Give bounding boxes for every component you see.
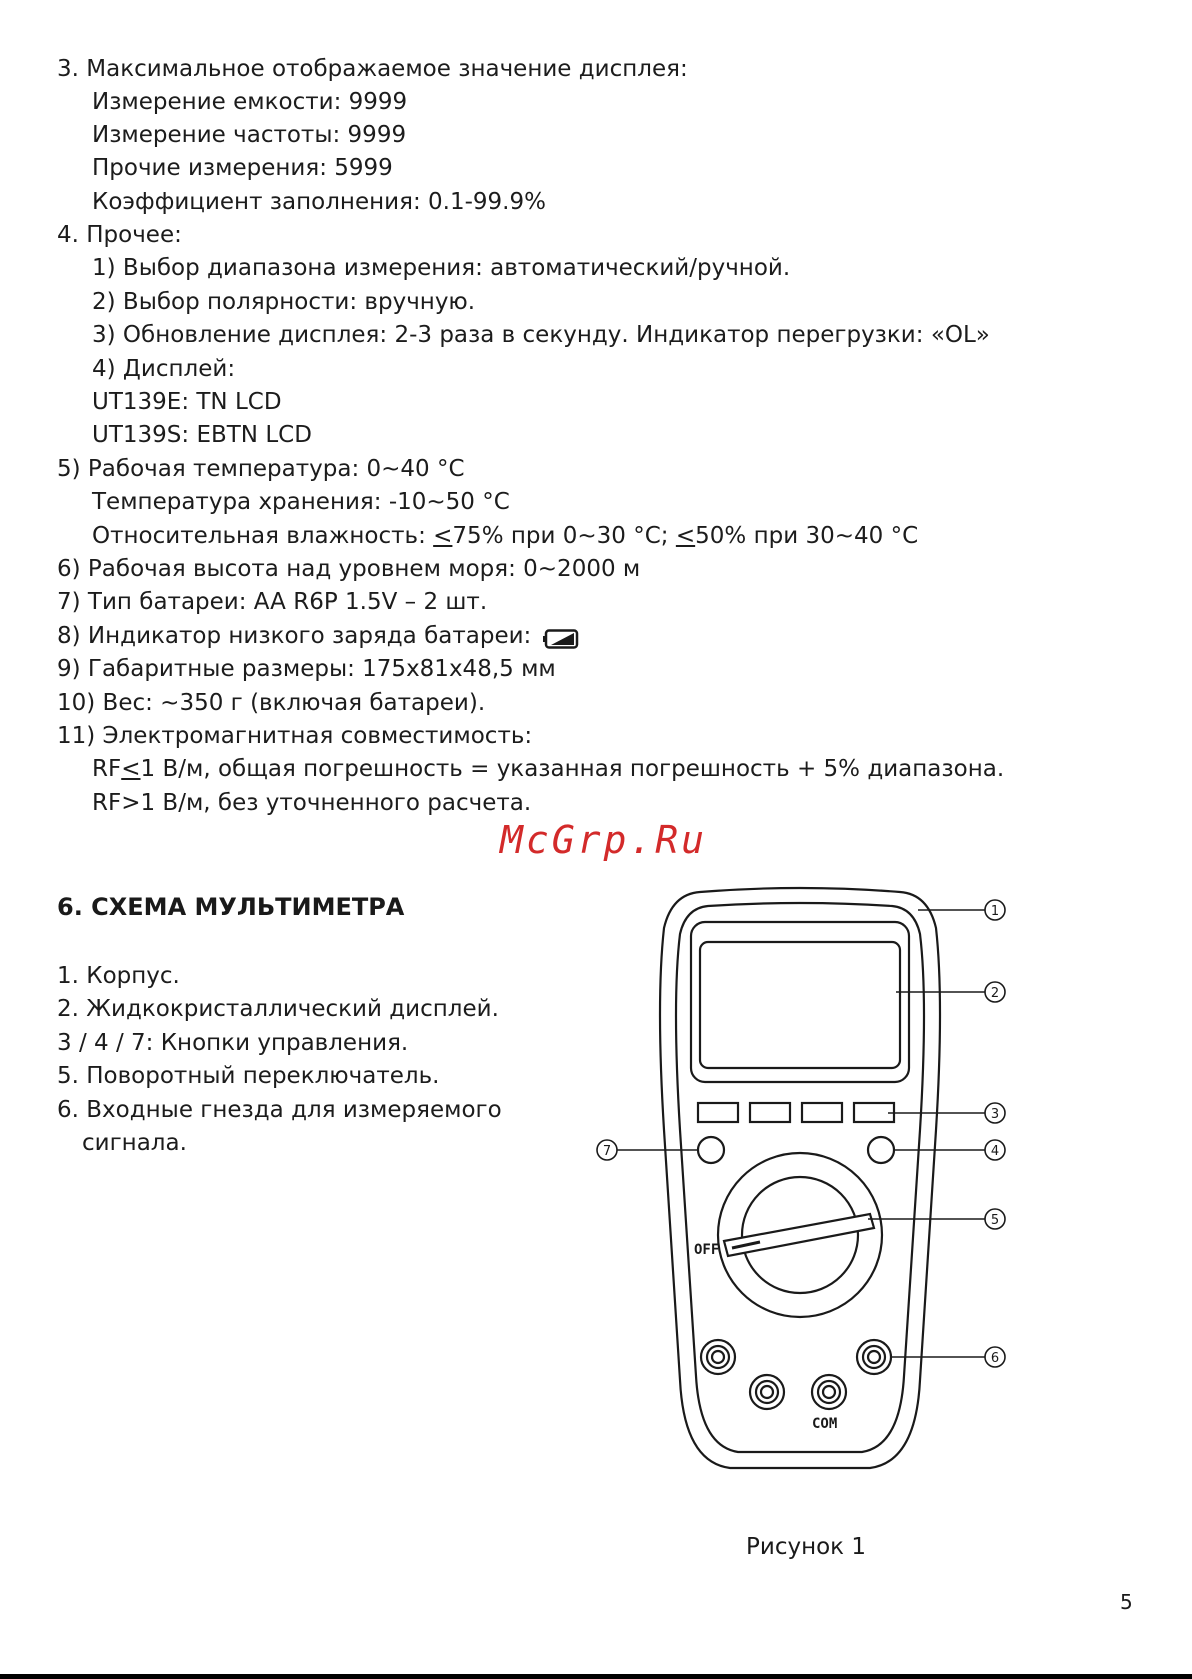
rf-low-text: 1 В/м, общая погрешность = указанная погрешность + 5% диапазона.	[140, 756, 1005, 782]
lte-symbol: <	[675, 523, 696, 549]
callout-7: 7	[602, 1144, 612, 1159]
spec-7: 7) Тип батареи: AA R6P 1.5V – 2 шт.	[57, 589, 488, 615]
callout-5: 5	[990, 1213, 1000, 1228]
spec-4-2: 2) Выбор полярности: вручную.	[92, 289, 476, 315]
round-button-left	[698, 1137, 724, 1163]
humidity-label: Относительная влажность:	[92, 523, 434, 549]
spec-9: 9) Габаритные размеры: 175x81x48,5 мм	[57, 656, 556, 682]
callout-3: 3	[990, 1107, 1000, 1122]
spec-6: 6) Рабочая высота над уровнем моря: 0~2000 м	[57, 556, 641, 582]
list-item: 6. Входные гнезда для измеряемого	[57, 1097, 502, 1123]
callout-4: 4	[990, 1144, 1000, 1159]
function-button	[750, 1103, 790, 1122]
spec-4-ut139e: UT139E: TN LCD	[92, 389, 282, 415]
function-button	[698, 1103, 738, 1122]
rotary-knob-pointer	[724, 1214, 874, 1256]
spec-3-capacitance: Измерение емкости: 9999	[92, 89, 408, 115]
lte-symbol: <	[121, 756, 141, 782]
display-bezel	[691, 922, 909, 1082]
list-item: сигнала.	[82, 1130, 187, 1156]
humidity-range-1: 75% при 0~30 °C;	[452, 523, 676, 549]
spec-11: 11) Электромагнитная совместимость:	[57, 723, 533, 749]
com-label: COM	[812, 1416, 838, 1432]
spec-10: 10) Вес: ~350 г (включая батареи).	[57, 690, 486, 716]
bottom-rule	[0, 1674, 1192, 1679]
spec-3-other: Прочие измерения: 5999	[92, 155, 393, 181]
spec-11-rf-low	[92, 754, 1004, 784]
lcd-display	[700, 942, 900, 1068]
spec-5-title: 5) Рабочая температура: 0~40 °C	[57, 456, 465, 482]
spec-4-ut139s: UT139S: EBTN LCD	[92, 422, 312, 448]
spec-4-4: 4) Дисплей:	[92, 356, 236, 382]
page-number: 5	[1120, 1590, 1133, 1614]
callout-2: 2	[990, 986, 1000, 1001]
spec-4-1: 1) Выбор диапазона измерения: автоматический/ручной.	[92, 255, 791, 281]
lte-symbol: <	[433, 523, 453, 549]
figure-caption: Рисунок 1	[746, 1534, 867, 1560]
list-item: 3 / 4 / 7: Кнопки управления.	[57, 1030, 409, 1056]
list-item: 5. Поворотный переключатель.	[57, 1063, 440, 1089]
spec-3-duty: Коэффициент заполнения: 0.1-99.9%	[92, 189, 546, 215]
low-battery-icon	[543, 627, 579, 647]
callout-1: 1	[990, 904, 1000, 919]
spec-3-frequency: Измерение частоты: 9999	[92, 122, 407, 148]
spec-8-label: 8) Индикатор низкого заряда батареи:	[57, 623, 532, 649]
humidity-range-2: 50% при 30~40 °C	[695, 523, 919, 549]
round-button-right	[868, 1137, 894, 1163]
spec-11-rf-high: RF>1 В/м, без уточненного расчета.	[92, 790, 532, 816]
spec-8	[57, 621, 579, 651]
spec-3-title: 3. Максимальное отображаемое значение дисплея:	[57, 56, 688, 82]
spec-5-storage: Температура хранения: -10~50 °C	[92, 489, 510, 515]
section-heading: 6. СХЕМА МУЛЬТИМЕТРА	[57, 893, 405, 921]
multimeter-diagram	[580, 880, 1020, 1480]
spec-5-humidity	[92, 521, 918, 551]
list-item: 1. Корпус.	[57, 963, 180, 989]
watermark: McGrp.Ru	[500, 818, 708, 862]
off-label: OFF	[694, 1242, 720, 1258]
callout-6: 6	[990, 1351, 1000, 1366]
function-button	[802, 1103, 842, 1122]
spec-4-title: 4. Прочее:	[57, 222, 182, 248]
rf-label: RF	[92, 756, 122, 782]
list-item: 2. Жидкокристаллический дисплей.	[57, 996, 499, 1022]
spec-4-3: 3) Обновление дисплея: 2-3 раза в секунду. Индикатор перегрузки: «OL»	[92, 322, 990, 348]
